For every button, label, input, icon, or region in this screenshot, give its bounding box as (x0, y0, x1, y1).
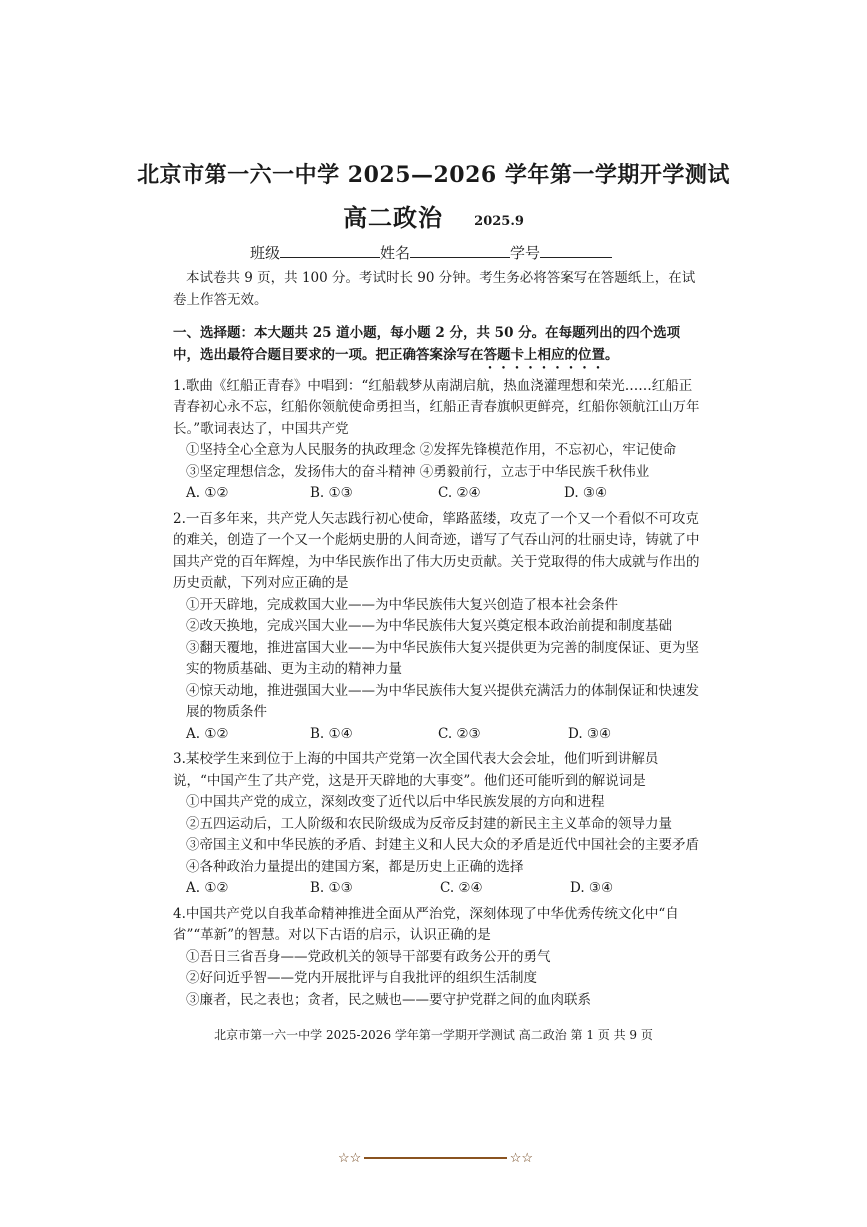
option-b: B. ①③ (310, 485, 353, 501)
statement: ①坚持全心全意为人民服务的执政理念 ②发挥先锋模范作用，不忘初心，牢记使命 (186, 442, 677, 458)
instructions: 本试卷共 9 页，共 100 分。考试时长 90 分钟。考生务必将答案写在答题纸上，在试卷上作答无效。 (173, 270, 696, 308)
option-c: C. ②④ (440, 880, 483, 896)
option-a: A. ①② (186, 725, 229, 742)
name-label: 姓名 (380, 244, 411, 262)
option-d: D. ③④ (564, 485, 608, 501)
statement: ④惊天动地，推进强国大业——为中华民族伟大复兴提供充满活力的体制保证和快速发展的物质条件 (186, 682, 699, 720)
question-stem: 1.歌曲《红船正青春》中唱到：“红船载梦从南湖启航，热血浇灌理想和荣光……红船正青春初心永不忘，红船你领航使命勇担当，红船正青春旗帜更鲜亮，红船你领航江山万年长。”歌词表达了，中国共产党 (173, 377, 700, 437)
question-4 (173, 904, 701, 1012)
page-footer: 北京市第一六一中学 2025-2026 学年第一学期开学测试 高二政治 第 1 页 共 9 页 (214, 1028, 653, 1042)
subject-name: 高二政治 (343, 203, 444, 232)
decorative-divider (338, 1150, 533, 1166)
statement: ①吾日三省吾身——党政机关的领导干部要有政务公开的勇气 (186, 948, 551, 965)
exam-date: 2025.9 (474, 214, 524, 229)
class-blank[interactable] (280, 243, 380, 258)
statement: ②好问近乎智——党内开展批评与自我批评的组织生活制度 (186, 970, 537, 986)
option-b: B. ①④ (310, 725, 353, 742)
id-blank[interactable] (540, 243, 612, 258)
question-stem: 2.一百多年来，共产党人矢志践行初心使命，筚路蓝缕，攻克了一个又一个看似不可攻克的难关，创造了一个又一个彪炳史册的人间奇迹，谱写了气吞山河的壮丽史诗，铸就了中国共产党的百年辉煌，为中华民族作出了伟大历史贡献。关于党取得的伟大成就与作出的历史贡献，下列对应正确的是 (173, 510, 700, 591)
class-label: 班级 (250, 244, 281, 262)
question-1 (173, 376, 701, 505)
id-label: 学号 (510, 244, 541, 262)
statement: ①开天辟地，完成救国大业——为中华民族伟大复兴创造了根本社会条件 (186, 596, 618, 613)
option-c: C. ②④ (438, 485, 481, 501)
statement: ②五四运动后，工人阶级和农民阶级成为反帝反封建的新民主主义革命的领导力量 (186, 815, 672, 832)
star-icon: ☆☆ (509, 1150, 533, 1166)
student-info-row (250, 242, 612, 263)
option-a: A. ①② (186, 880, 229, 896)
options-row (173, 483, 701, 505)
statement: ③帝国主义和中华民族的矛盾、封建主义和人民大众的矛盾是近代中国社会的主要矛盾 (186, 837, 699, 853)
option-a: A. ①② (186, 485, 229, 501)
statement: ③廉者，民之表也；贪者，民之贼也——要守护党群之间的血肉联系 (186, 991, 591, 1008)
exam-body (173, 268, 701, 1011)
statement: ①中国共产党的成立，深刻改变了近代以后中华民族发展的方向和进程 (186, 794, 605, 810)
subject-row (0, 198, 867, 233)
option-b: B. ①③ (310, 880, 353, 896)
option-d: D. ③④ (568, 725, 612, 742)
statement: ②改天换地，完成兴国大业——为中华民族伟大复兴奠定根本政治前提和制度基础 (186, 618, 672, 634)
question-stem: 3.某校学生来到位于上海的中国共产党第一次全国代表大会会址，他们听到讲解员说，“中国产生了共产党，这是开天辟地的大事变”。他们还可能听到的解说词是 (173, 751, 659, 789)
options-row (173, 878, 701, 900)
question-stem: 4.中国共产党以自我革命精神推进全面从严治党，深刻体现了中华优秀传统文化中“自省”“革新”的智慧。对以下古语的启示，认识正确的是 (173, 905, 679, 943)
emphasis-text: 答题卡上相应的位置 (483, 346, 605, 363)
options-row (173, 724, 701, 746)
divider-line (364, 1157, 506, 1159)
statement: ③坚定理想信念，发扬伟大的奋斗精神 ④勇毅前行，立志于中华民族千秋伟业 (186, 463, 650, 480)
section-heading: 一、选择题：本大题共 25 道小题，每小题 2 分，共 50 分。在每题列出的四个选项中，选出最符合题目要求的一项。把正确答案涂写在答题卡上相应的位置。 (173, 325, 681, 363)
question-2 (173, 509, 701, 746)
statement: ④各种政治力量提出的建国方案，都是历史上正确的选择 (186, 858, 524, 875)
exam-title: 北京市第一六一中学 2025—2026 学年第一学期开学测试 (137, 162, 730, 188)
star-icon: ☆☆ (338, 1150, 362, 1166)
option-d: D. ③④ (570, 880, 614, 896)
name-blank[interactable] (410, 243, 510, 258)
question-3 (173, 749, 701, 900)
statement: ③翻天覆地，推进富国大业——为中华民族伟大复兴提供更为完善的制度保证、更为坚实的物质基础、更为主动的精神力量 (186, 639, 699, 677)
option-c: C. ②③ (438, 725, 481, 742)
